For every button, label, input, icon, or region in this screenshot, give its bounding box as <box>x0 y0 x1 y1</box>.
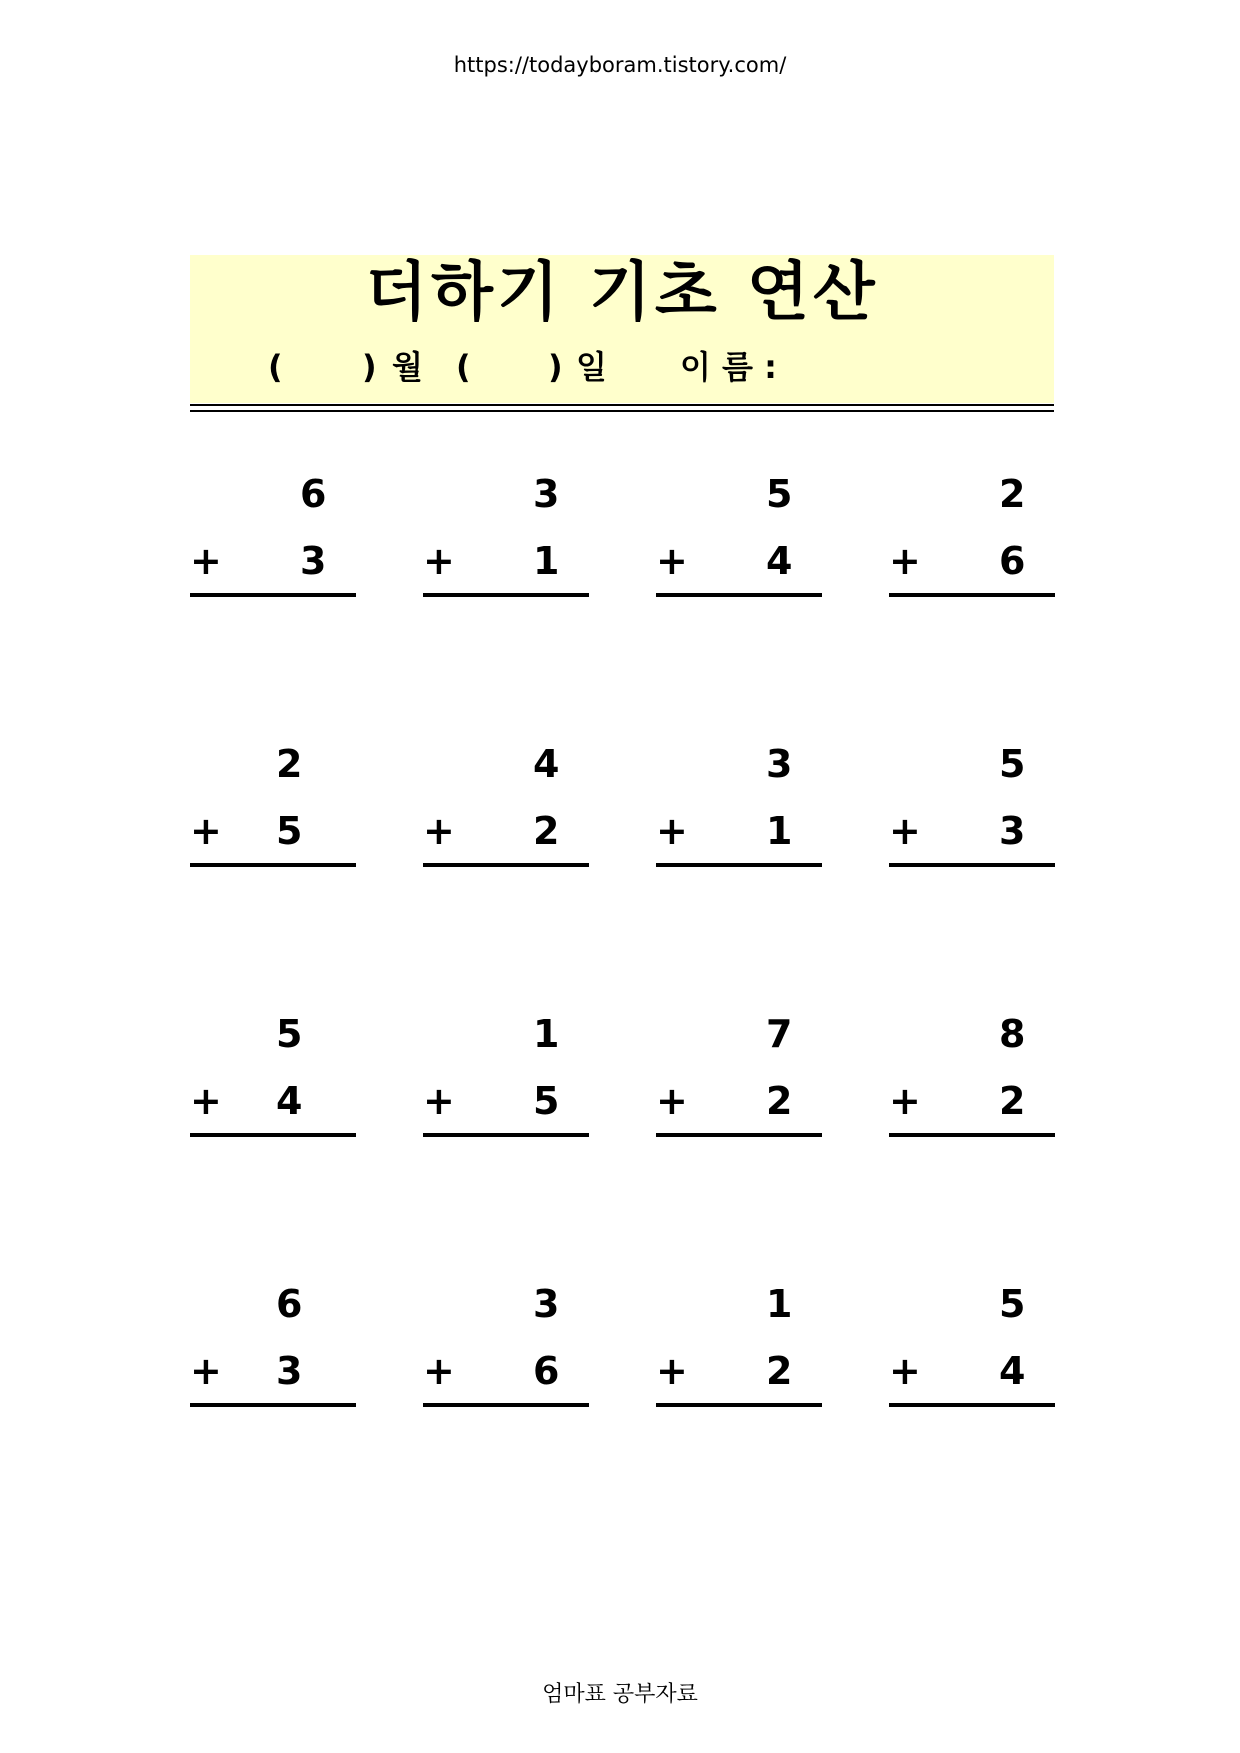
addition-problem <box>423 1280 589 1440</box>
day-open-paren: ( <box>456 348 471 386</box>
header-rule-bottom <box>190 410 1054 412</box>
header-rule-top <box>190 404 1054 406</box>
first-addend: 5 <box>999 1282 1026 1326</box>
first-addend: 3 <box>766 742 793 786</box>
answer-line <box>190 863 356 867</box>
second-addend: 2 <box>533 809 560 853</box>
second-addend: 2 <box>766 1349 793 1393</box>
first-addend: 5 <box>999 742 1026 786</box>
first-addend: 4 <box>533 742 560 786</box>
plus-sign: + <box>423 1079 455 1123</box>
addition-problem <box>889 740 1055 900</box>
answer-line <box>889 1133 1055 1137</box>
addition-problem <box>889 1010 1055 1170</box>
second-addend: 6 <box>533 1349 560 1393</box>
site-url: https://todayboram.tistory.com/ <box>453 53 787 77</box>
first-addend: 2 <box>999 472 1026 516</box>
first-addend: 1 <box>766 1282 793 1326</box>
plus-sign: + <box>889 539 921 583</box>
answer-line <box>190 1403 356 1407</box>
answer-line <box>190 593 356 597</box>
addition-problem <box>656 1010 822 1170</box>
worksheet-header <box>190 255 1054 403</box>
addition-problem <box>656 740 822 900</box>
first-addend: 8 <box>999 1012 1026 1056</box>
footer-text: 엄마표 공부자료 <box>542 1682 698 1707</box>
addition-problem <box>423 740 589 900</box>
second-addend: 2 <box>766 1079 793 1123</box>
name-label: 이 름 : <box>680 348 777 386</box>
plus-sign: + <box>656 809 688 853</box>
first-addend: 1 <box>533 1012 560 1056</box>
answer-line <box>423 863 589 867</box>
month-close-paren: ) <box>362 348 377 386</box>
addition-problem <box>889 1280 1055 1440</box>
answer-line <box>889 863 1055 867</box>
addition-problem <box>889 470 1055 630</box>
addition-problem <box>190 1280 356 1440</box>
answer-line <box>656 593 822 597</box>
second-addend: 4 <box>766 539 793 583</box>
answer-line <box>656 1133 822 1137</box>
addition-problem <box>423 470 589 630</box>
addition-problem <box>190 1010 356 1170</box>
plus-sign: + <box>423 539 455 583</box>
second-addend: 6 <box>999 539 1026 583</box>
plus-sign: + <box>889 1079 921 1123</box>
first-addend: 5 <box>766 472 793 516</box>
second-addend: 3 <box>300 539 327 583</box>
plus-sign: + <box>656 539 688 583</box>
addition-problem <box>190 740 356 900</box>
answer-line <box>190 1133 356 1137</box>
day-label: 일 <box>576 348 607 386</box>
answer-line <box>423 1133 589 1137</box>
first-addend: 7 <box>766 1012 793 1056</box>
answer-line <box>423 1403 589 1407</box>
addition-problem <box>656 470 822 630</box>
plus-sign: + <box>190 1349 222 1393</box>
plus-sign: + <box>656 1349 688 1393</box>
month-label: 월 <box>392 348 423 386</box>
day-close-paren: ) <box>548 348 563 386</box>
month-open-paren: ( <box>268 348 283 386</box>
first-addend: 5 <box>276 1012 303 1056</box>
plus-sign: + <box>889 1349 921 1393</box>
first-addend: 3 <box>533 1282 560 1326</box>
second-addend: 1 <box>766 809 793 853</box>
plus-sign: + <box>190 809 222 853</box>
first-addend: 2 <box>276 742 303 786</box>
answer-line <box>656 1403 822 1407</box>
second-addend: 2 <box>999 1079 1026 1123</box>
plus-sign: + <box>190 1079 222 1123</box>
addition-problem <box>190 470 356 630</box>
first-addend: 6 <box>276 1282 303 1326</box>
plus-sign: + <box>423 1349 455 1393</box>
second-addend: 3 <box>999 809 1026 853</box>
second-addend: 5 <box>276 809 303 853</box>
second-addend: 3 <box>276 1349 303 1393</box>
plus-sign: + <box>889 809 921 853</box>
plus-sign: + <box>656 1079 688 1123</box>
second-addend: 1 <box>533 539 560 583</box>
addition-problem <box>656 1280 822 1440</box>
second-addend: 4 <box>999 1349 1026 1393</box>
answer-line <box>423 593 589 597</box>
addition-problem <box>423 1010 589 1170</box>
answer-line <box>889 593 1055 597</box>
plus-sign: + <box>423 809 455 853</box>
answer-line <box>656 863 822 867</box>
first-addend: 6 <box>300 472 327 516</box>
answer-line <box>889 1403 1055 1407</box>
second-addend: 5 <box>533 1079 560 1123</box>
worksheet-title: 더하기 기초 연산 <box>365 256 879 330</box>
second-addend: 4 <box>276 1079 303 1123</box>
first-addend: 3 <box>533 472 560 516</box>
plus-sign: + <box>190 539 222 583</box>
info-row <box>190 347 1054 387</box>
